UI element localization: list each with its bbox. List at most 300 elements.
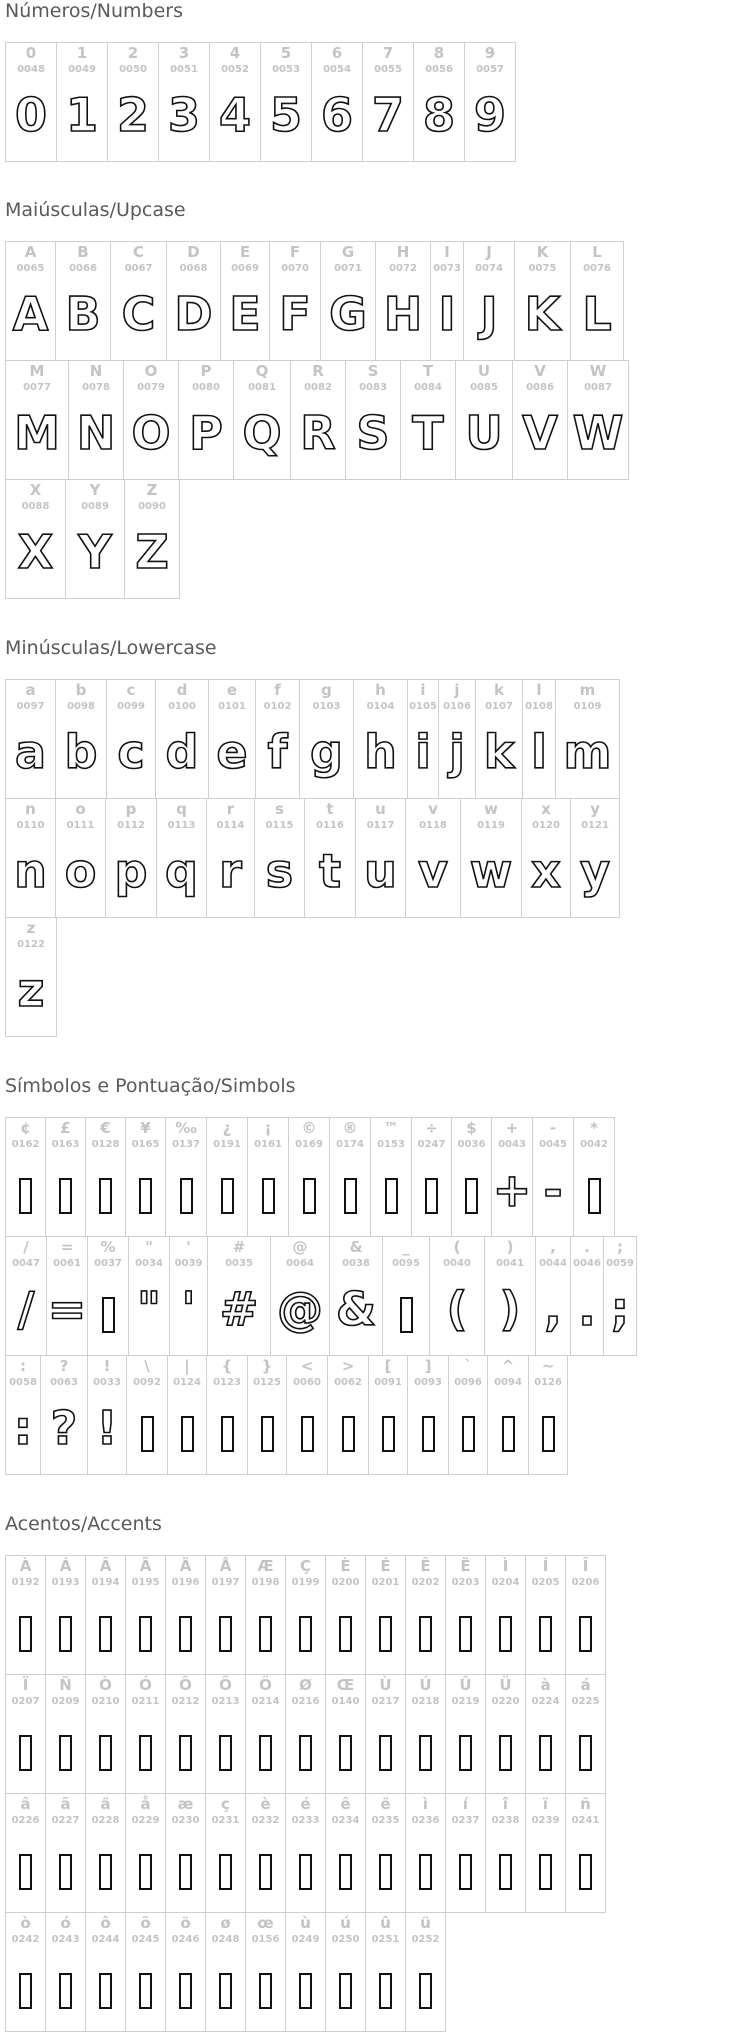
char-label: Y (89, 481, 101, 499)
glyph-cell (68, 360, 124, 480)
char-label: % (100, 1238, 116, 1256)
char-label: Î (582, 1557, 589, 1575)
glyph-sample: = (47, 1282, 87, 1336)
char-label: & (349, 1238, 363, 1256)
glyph-cell (125, 1555, 166, 1675)
char-code: 0086 (526, 382, 554, 393)
glyph-sample (449, 1398, 487, 1458)
glyph-cell (206, 798, 255, 918)
char-label: Ç (299, 1557, 311, 1575)
char-label: 8 (433, 44, 445, 62)
glyph-cell (124, 479, 180, 599)
glyph-sample (566, 1598, 605, 1658)
char-code: 0163 (51, 1139, 80, 1150)
glyph-sample (6, 1160, 45, 1220)
glyph-cell (165, 1674, 206, 1794)
char-label: Ü (499, 1676, 512, 1694)
glyph-cell (485, 1555, 526, 1675)
glyph-sample: 5 (269, 88, 302, 142)
glyph-sample (406, 1836, 445, 1896)
glyph-cell (325, 1793, 366, 1913)
char-label: û (380, 1914, 391, 1932)
char-label: Ò (99, 1676, 112, 1694)
glyph-sample: H (383, 287, 423, 341)
glyph-cell (56, 42, 108, 162)
char-code: 0069 (231, 263, 259, 274)
glyph-sample: y (580, 844, 610, 898)
glyph-sample: @ (277, 1282, 323, 1336)
char-label: } (261, 1357, 273, 1375)
char-label: ' (186, 1238, 191, 1256)
char-code: 0056 (425, 64, 453, 75)
glyph-sample: z (17, 963, 45, 1017)
char-code: 0120 (532, 820, 560, 831)
glyph-cell (128, 1236, 170, 1356)
char-code: 0093 (414, 1377, 442, 1388)
char-label: g (321, 681, 332, 699)
char-label: â (20, 1795, 31, 1813)
char-label: 3 (178, 44, 190, 62)
char-code: 0066 (69, 263, 97, 274)
missing-glyph-icon (419, 1616, 432, 1652)
char-label: N (89, 362, 103, 380)
char-label: F (289, 243, 301, 261)
missing-glyph-icon (385, 1178, 398, 1214)
missing-glyph-icon (344, 1178, 357, 1214)
glyph-sample: a (14, 725, 47, 779)
char-label: b (75, 681, 87, 699)
char-code: 0122 (17, 939, 45, 950)
glyph-sample: & (335, 1282, 377, 1336)
char-code: 0082 (304, 382, 332, 393)
char-label: u (375, 800, 386, 818)
missing-glyph-icon (459, 1854, 472, 1890)
section-title: Símbolos e Pontuação/Simbols (5, 1075, 296, 1097)
glyph-sample (86, 1836, 125, 1896)
glyph-cell (455, 360, 513, 480)
char-code: 0226 (11, 1815, 40, 1826)
glyph-cell (299, 679, 354, 799)
glyph-sample (526, 1598, 565, 1658)
char-label: ] (424, 1357, 432, 1375)
glyph-sample (126, 1598, 165, 1658)
glyph-cell (325, 1912, 366, 2032)
glyph-cell (5, 1912, 46, 2032)
char-code: 0246 (171, 1934, 200, 1945)
char-code: 0059 (606, 1258, 634, 1269)
char-code: 0081 (248, 382, 276, 393)
char-label: 5 (280, 44, 292, 62)
missing-glyph-icon (219, 1735, 232, 1771)
missing-glyph-icon (262, 1178, 275, 1214)
glyph-cell (55, 798, 106, 918)
glyph-sample: / (17, 1282, 35, 1336)
glyph-sample (206, 1717, 245, 1777)
char-label: à (540, 1676, 551, 1694)
char-code: 0123 (213, 1377, 241, 1388)
char-code: 0191 (213, 1139, 241, 1150)
glyph-sample: X (17, 525, 54, 579)
char-code: 0105 (409, 701, 437, 712)
glyph-sample: s (265, 844, 294, 898)
missing-glyph-icon (261, 1416, 274, 1452)
glyph-cell (245, 1793, 286, 1913)
char-code: 0202 (411, 1577, 440, 1588)
char-code: 0035 (225, 1258, 253, 1269)
missing-glyph-icon (301, 1416, 314, 1452)
char-code: 0047 (12, 1258, 40, 1269)
char-label: Ë (460, 1557, 471, 1575)
char-code: 0193 (51, 1577, 80, 1588)
glyph-sample (86, 1160, 125, 1220)
glyph-sample: ( (446, 1282, 468, 1336)
glyph-cell (245, 1555, 286, 1675)
glyph-sample (207, 1398, 247, 1458)
glyph-cell (55, 241, 111, 361)
glyph-sample (366, 1717, 405, 1777)
char-label: R (312, 362, 324, 380)
missing-glyph-icon (400, 1297, 413, 1333)
missing-glyph-icon (139, 1735, 152, 1771)
missing-glyph-icon (502, 1416, 515, 1452)
char-code: 0087 (584, 382, 612, 393)
glyph-sample: b (64, 725, 98, 779)
glyph-sample (383, 1279, 429, 1339)
glyph-sample: ; (610, 1282, 630, 1336)
glyph-sample (406, 1717, 445, 1777)
char-label: | (184, 1357, 190, 1375)
char-code: 0067 (124, 263, 153, 274)
char-code: 0236 (411, 1815, 440, 1826)
glyph-cell (370, 1117, 412, 1237)
char-code: 0251 (371, 1934, 400, 1945)
section-title: Números/Numbers (5, 0, 183, 22)
char-label: Û (459, 1676, 472, 1694)
char-code: 0124 (173, 1377, 201, 1388)
glyph-cell (155, 679, 209, 799)
char-label: x (541, 800, 551, 818)
glyph-cell (110, 241, 167, 361)
missing-glyph-icon (379, 1973, 392, 2009)
missing-glyph-icon (59, 1854, 72, 1890)
char-code: 0125 (253, 1377, 281, 1388)
char-code: 0209 (51, 1696, 80, 1707)
glyph-cell (565, 1555, 606, 1675)
char-label: î (502, 1795, 509, 1813)
glyph-sample: ) (499, 1282, 521, 1336)
glyph-cell (205, 1555, 246, 1675)
glyph-sample: O (131, 406, 171, 460)
char-code: 0103 (312, 701, 341, 712)
glyph-sample: 2 (116, 88, 149, 142)
glyph-cell (45, 1674, 86, 1794)
char-label: ç (221, 1795, 230, 1813)
glyph-cell (45, 1912, 86, 2032)
glyph-cell (233, 360, 291, 480)
glyph-sample (486, 1717, 525, 1777)
char-label: q (176, 800, 187, 818)
char-label: Ó (139, 1676, 152, 1694)
glyph-sample (86, 1717, 125, 1777)
char-label: É (380, 1557, 391, 1575)
glyph-cell (375, 241, 431, 361)
glyph-cell (178, 360, 234, 480)
char-code: 0095 (392, 1258, 420, 1269)
char-code: 0102 (263, 701, 292, 712)
glyph-sample: m (563, 725, 612, 779)
char-label: i (420, 681, 426, 699)
char-label: n (25, 800, 36, 818)
char-label: ó (60, 1914, 71, 1932)
char-label: , (550, 1238, 556, 1256)
glyph-sample (246, 1598, 285, 1658)
glyph-sample (289, 1160, 329, 1220)
glyph-cell (205, 1912, 246, 2032)
glyph-cell (464, 42, 516, 162)
missing-glyph-icon (539, 1616, 552, 1652)
char-code: 0057 (476, 64, 504, 75)
char-label: Ø (299, 1676, 312, 1694)
missing-glyph-icon (499, 1616, 512, 1652)
char-label: æ (177, 1795, 194, 1813)
char-code: 0061 (53, 1258, 81, 1269)
char-code: 0091 (374, 1377, 402, 1388)
char-label: ò (20, 1914, 31, 1932)
glyph-sample: q (165, 844, 198, 898)
char-code: 0243 (51, 1934, 80, 1945)
char-label: V (534, 362, 546, 380)
glyph-cell (5, 360, 69, 480)
glyph-sample (246, 1717, 285, 1777)
char-label: ) (506, 1238, 514, 1256)
char-label: O (144, 362, 158, 380)
char-code: 0217 (371, 1696, 400, 1707)
glyph-sample (286, 1836, 325, 1896)
char-code: 0227 (51, 1815, 80, 1826)
char-code: 0058 (9, 1377, 37, 1388)
glyph-sample (46, 1160, 85, 1220)
missing-glyph-icon (139, 1854, 152, 1890)
char-code: 0200 (331, 1577, 360, 1588)
glyph-cell (247, 1117, 289, 1237)
missing-glyph-icon (19, 1735, 32, 1771)
glyph-cell (5, 479, 66, 599)
char-label: X (29, 481, 42, 499)
glyph-sample (566, 1717, 605, 1777)
char-label: © (301, 1119, 317, 1137)
char-code: 0245 (131, 1934, 160, 1945)
char-label: : (20, 1357, 26, 1375)
glyph-sample (286, 1598, 325, 1658)
glyph-cell (451, 1117, 492, 1237)
char-label: B (77, 243, 89, 261)
char-code: 0041 (496, 1258, 524, 1269)
missing-glyph-icon (179, 1854, 192, 1890)
glyph-sample: I (438, 287, 456, 341)
glyph-sample (408, 1398, 448, 1458)
char-label: E (239, 243, 251, 261)
glyph-cell (327, 1355, 369, 1475)
glyph-sample (206, 1836, 245, 1896)
glyph-cell (166, 241, 221, 361)
glyph-cell (55, 679, 107, 799)
char-code: 0088 (21, 501, 50, 512)
char-code: 0084 (414, 382, 442, 393)
missing-glyph-icon (342, 1416, 355, 1452)
missing-glyph-icon (379, 1854, 392, 1890)
char-label: ù (300, 1914, 311, 1932)
glyph-cell (45, 1793, 86, 1913)
char-label: ä (100, 1795, 111, 1813)
char-code: 0216 (291, 1696, 320, 1707)
char-label: p (125, 800, 137, 818)
char-code: 0197 (211, 1577, 240, 1588)
char-label: r (226, 800, 235, 818)
char-label: õ (140, 1914, 151, 1932)
glyph-cell (405, 798, 461, 918)
missing-glyph-icon (579, 1616, 592, 1652)
glyph-cell (353, 679, 408, 799)
section-title: Maiúsculas/Upcase (5, 199, 186, 221)
char-label: t (326, 800, 334, 818)
char-label: 2 (127, 44, 139, 62)
char-label: è (260, 1795, 271, 1813)
char-label: \ (144, 1357, 150, 1375)
char-label: Ö (259, 1676, 272, 1694)
char-code: 0128 (91, 1139, 120, 1150)
glyph-sample (126, 1160, 165, 1220)
glyph-cell (247, 1355, 287, 1475)
glyph-sample (371, 1160, 411, 1220)
glyph-cell (165, 1117, 207, 1237)
char-label: . (584, 1238, 590, 1256)
glyph-sample: . (578, 1282, 596, 1336)
glyph-sample (287, 1398, 327, 1458)
glyph-cell (5, 1555, 46, 1675)
char-code: 0075 (528, 263, 557, 274)
glyph-cell (285, 1674, 326, 1794)
glyph-cell (570, 798, 620, 918)
char-code: 0199 (291, 1577, 320, 1588)
glyph-cell (85, 1117, 126, 1237)
char-label: 7 (382, 44, 394, 62)
char-label: ã (60, 1795, 71, 1813)
glyph-cell (362, 42, 414, 162)
char-label: 4 (229, 44, 241, 62)
char-label: ™ (383, 1119, 399, 1137)
char-code: 0101 (218, 701, 246, 712)
glyph-sample: K (524, 287, 561, 341)
char-label: * (590, 1119, 598, 1137)
glyph-sample: h (364, 725, 397, 779)
glyph-sample (446, 1836, 485, 1896)
char-code: 0218 (411, 1696, 440, 1707)
glyph-sample: W (572, 406, 624, 460)
char-code: 0225 (571, 1696, 600, 1707)
glyph-cell (355, 798, 406, 918)
missing-glyph-icon (99, 1178, 112, 1214)
glyph-cell (169, 1236, 208, 1356)
glyph-sample (166, 1955, 205, 2015)
char-code: 0117 (366, 820, 395, 831)
glyph-cell (528, 1355, 568, 1475)
missing-glyph-icon (141, 1416, 154, 1452)
char-label: ~ (541, 1357, 555, 1375)
char-code: 0064 (286, 1258, 314, 1269)
char-label: å (140, 1795, 151, 1813)
glyph-cell (329, 1236, 383, 1356)
char-label: ® (342, 1119, 358, 1137)
glyph-cell (107, 42, 159, 162)
glyph-sample: t (319, 844, 341, 898)
glyph-cell (485, 1674, 526, 1794)
missing-glyph-icon (59, 1973, 72, 2009)
char-label: ¥ (140, 1119, 151, 1137)
char-code: 0207 (11, 1696, 40, 1707)
char-label: Å (219, 1557, 232, 1575)
char-code: 0244 (91, 1934, 120, 1945)
glyph-sample: 6 (320, 88, 353, 142)
glyph-sample (412, 1160, 451, 1220)
glyph-sample: ! (96, 1401, 118, 1455)
glyph-sample: p (114, 844, 148, 898)
glyph-cell (5, 1674, 46, 1794)
glyph-sample (452, 1160, 491, 1220)
char-label: ; (617, 1238, 623, 1256)
missing-glyph-icon (59, 1178, 72, 1214)
char-label: ( (453, 1238, 461, 1256)
char-code: 0050 (119, 64, 147, 75)
char-label: U (477, 362, 491, 380)
char-label: 0 (25, 44, 37, 62)
char-label: c (126, 681, 136, 699)
missing-glyph-icon (102, 1297, 115, 1333)
char-label: { (221, 1357, 233, 1375)
glyph-cell (535, 1236, 571, 1356)
char-code: 0231 (211, 1815, 240, 1826)
char-code: 0074 (475, 263, 503, 274)
glyph-cell (329, 1117, 371, 1237)
missing-glyph-icon (379, 1616, 392, 1652)
glyph-cell (46, 1236, 88, 1356)
glyph-cell (311, 42, 363, 162)
char-code: 0092 (133, 1377, 161, 1388)
char-label: ‰ (175, 1119, 197, 1137)
char-code: 0230 (171, 1815, 200, 1826)
glyph-sample: " (137, 1282, 161, 1336)
char-label: í (462, 1795, 469, 1813)
missing-glyph-icon (459, 1616, 472, 1652)
glyph-sample: l (531, 725, 547, 779)
char-code: 0229 (131, 1815, 160, 1826)
glyph-cell (85, 1555, 126, 1675)
char-code: 0070 (281, 263, 309, 274)
glyph-sample: - (543, 1163, 563, 1217)
glyph-cell (570, 1236, 604, 1356)
char-label: D (187, 243, 200, 261)
char-label: J (486, 243, 492, 261)
char-code: 0239 (531, 1815, 560, 1826)
char-label: o (75, 800, 86, 818)
char-code: 0099 (117, 701, 145, 712)
char-label: $ (466, 1119, 477, 1137)
missing-glyph-icon (19, 1973, 32, 2009)
glyph-sample (207, 1160, 247, 1220)
glyph-cell (208, 679, 256, 799)
char-label: ! (103, 1357, 111, 1375)
char-code: 0062 (334, 1377, 362, 1388)
glyph-sample: G (329, 287, 367, 341)
